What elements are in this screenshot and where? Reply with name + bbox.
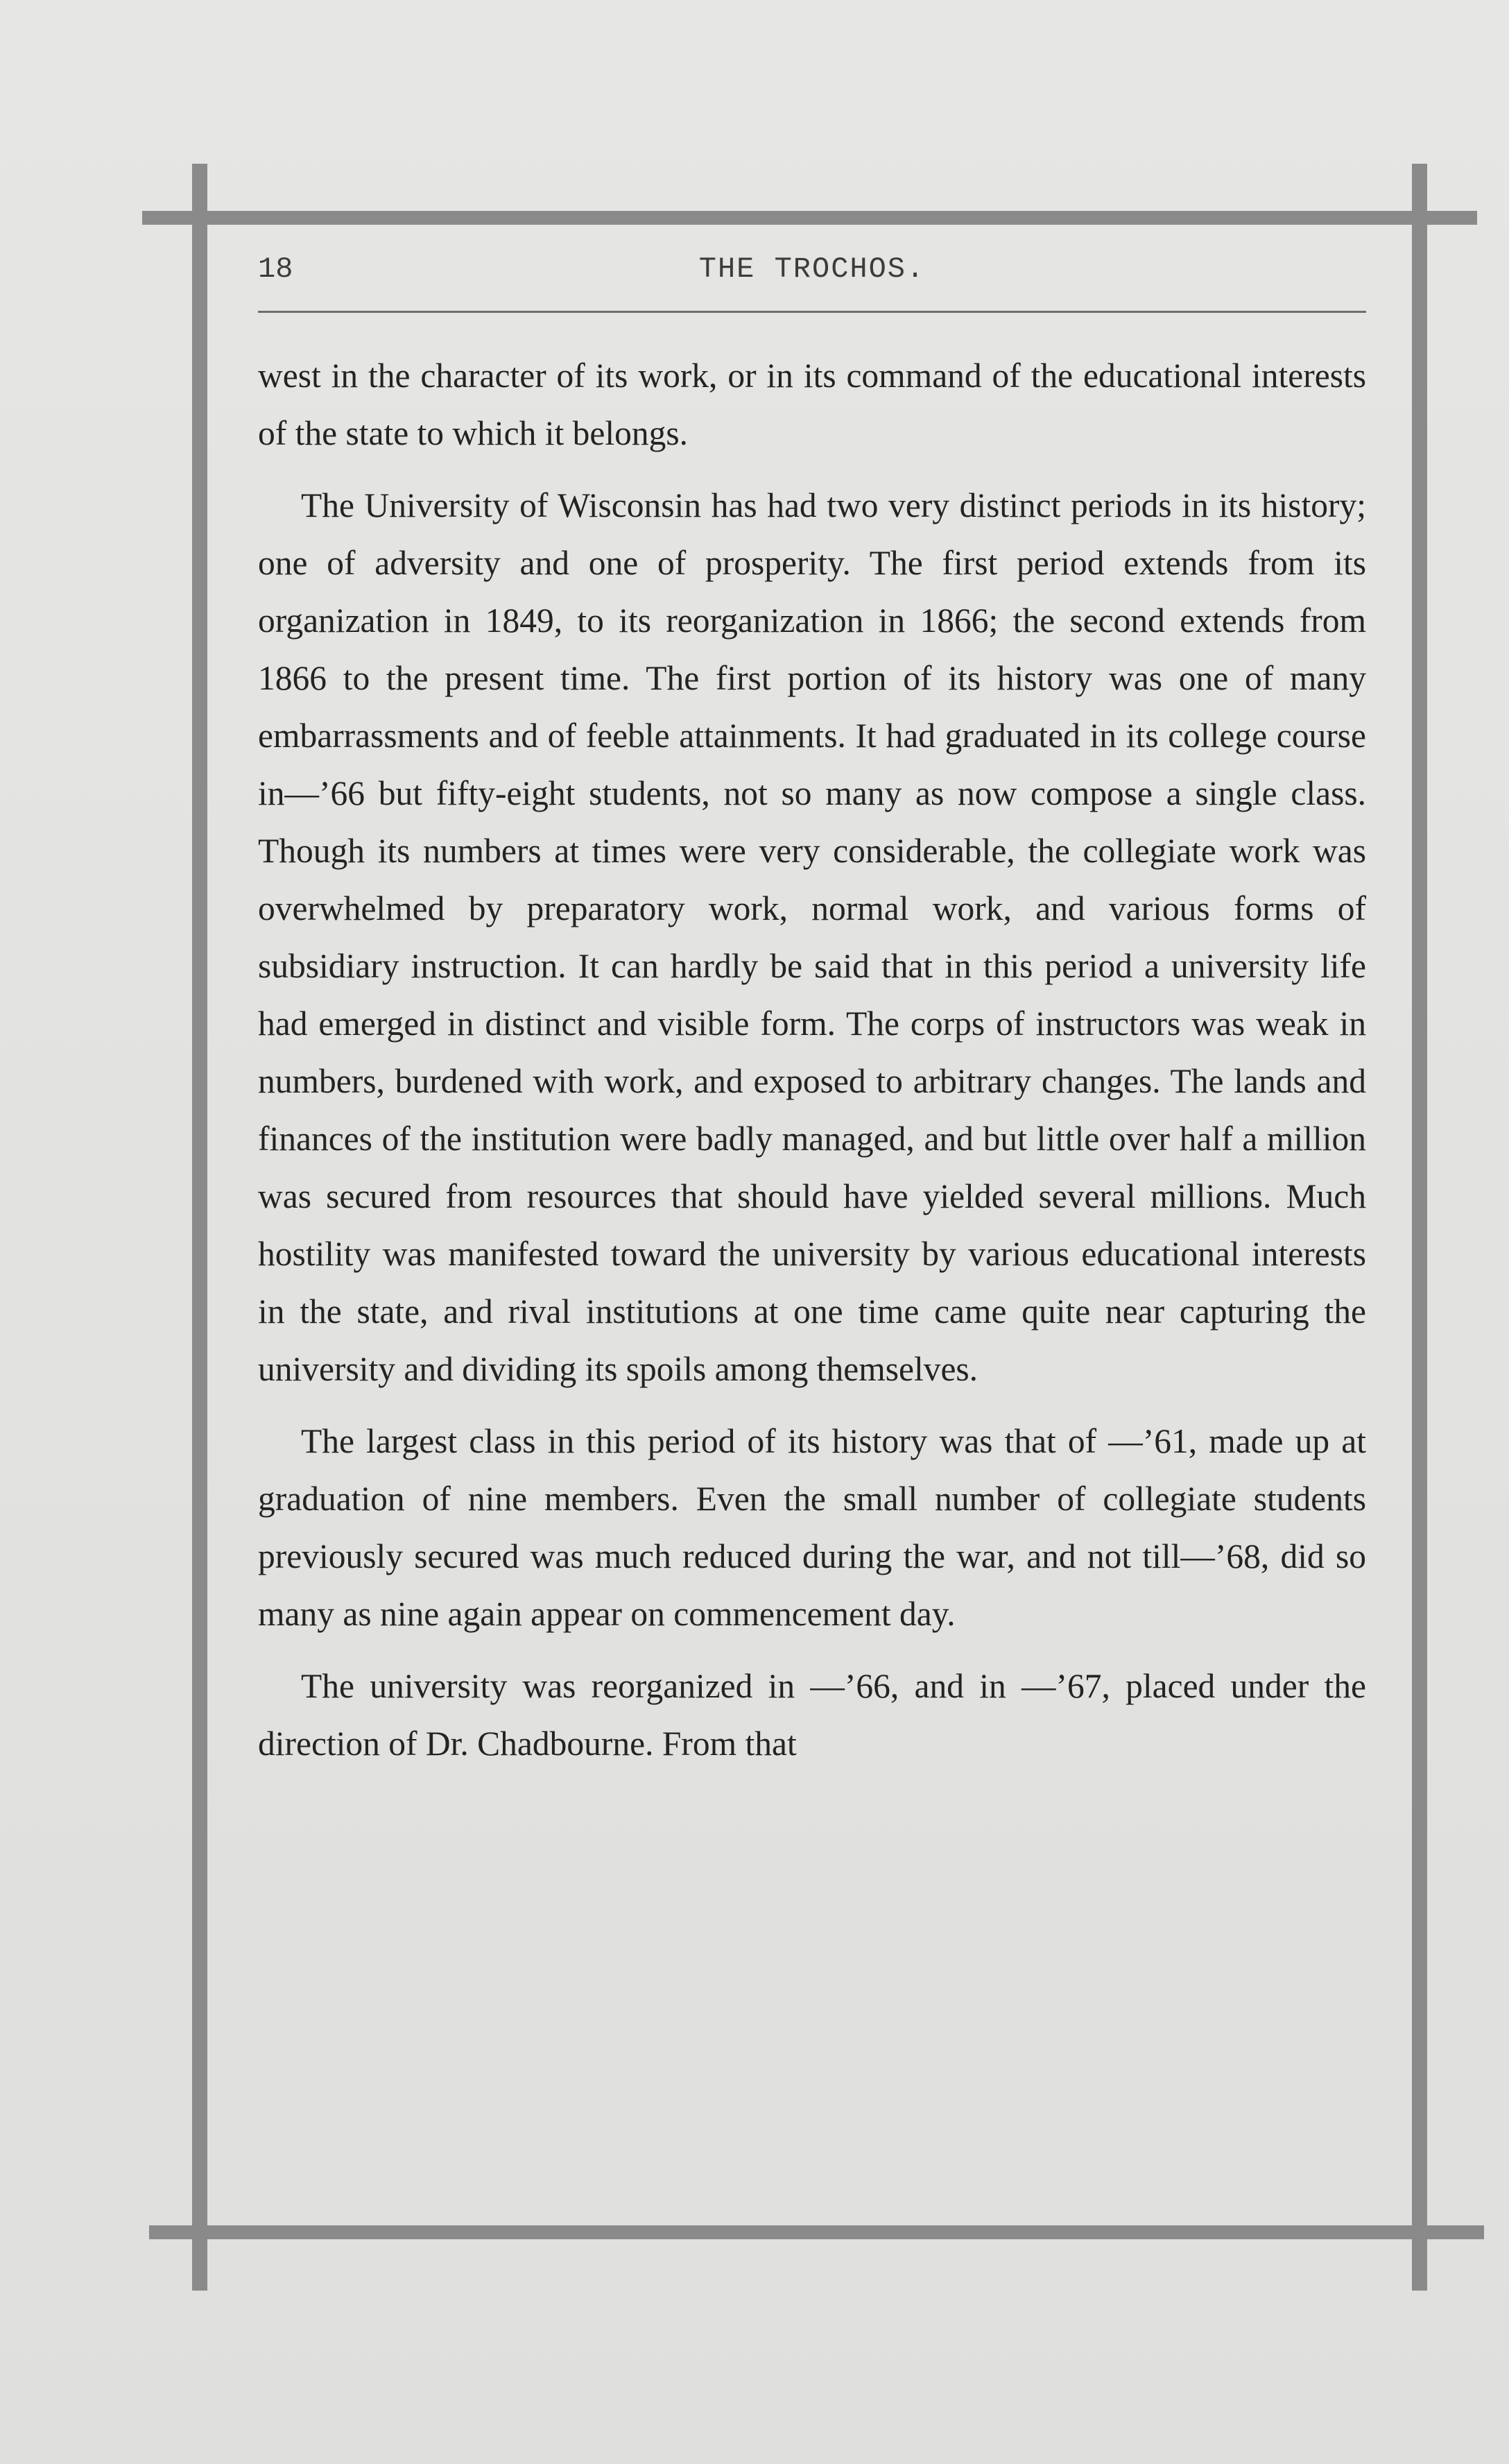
paragraph-university-periods: The University of Wisconsin has had two very distinct periods in its history; one of adversity and one of prosperity. The first period extends from its organization in 1849, to its reorganization in 1866; the second extends from 1866 to the present time. The first portion of its history was one of many embarrassments and of feeble attainments. It had graduated in its college course in—’66 but fifty-eight students, not so many as now compose a single class. Though its numbers at times were very considerable, the collegiate work was overwhelmed by preparatory work, normal work, and various forms of subsidiary instruction. It can hardly be said that in this period a university life had emerged in distinct and visible form. The corps of instructors was weak in numbers, burdened with work, and exposed to arbitrary changes. The lands and finances of the institution were badly managed, and but little over half a million was secured from resources that should have yielded several millions. Much hostility was manifested toward the university by various educational interests in the state, and rival institutions at one time came quite near capturing the university and dividing its spoils among themselves. xyxy=(258,486,1366,1388)
paragraph-reorganization: The university was reorganized in —’66, and in —’67, placed under the direction of Dr. Chadbourne. From that xyxy=(258,1667,1366,1763)
page-header xyxy=(258,247,1366,290)
frame-rule-bottom xyxy=(149,2225,1484,2239)
frame-rule-right xyxy=(1412,164,1427,2291)
paragraph-largest-class: The largest class in this period of its history was that of —’61, made up at graduation of nine members. Even the small number of collegiate students previously secured was much reduced during the war, and not till—’68, did so many as nine again appear on commencement day. xyxy=(258,1422,1366,1633)
header-divider xyxy=(258,311,1366,313)
page-number: 18 xyxy=(258,253,293,286)
running-head: THE TROCHOS. xyxy=(698,253,926,286)
frame-rule-top xyxy=(142,211,1477,225)
frame-rule-left xyxy=(192,164,207,2291)
body-text xyxy=(258,347,1366,1772)
paragraph-continued: west in the character of its work, or in its command of the educational interests of the state to which it belongs. xyxy=(258,357,1366,452)
